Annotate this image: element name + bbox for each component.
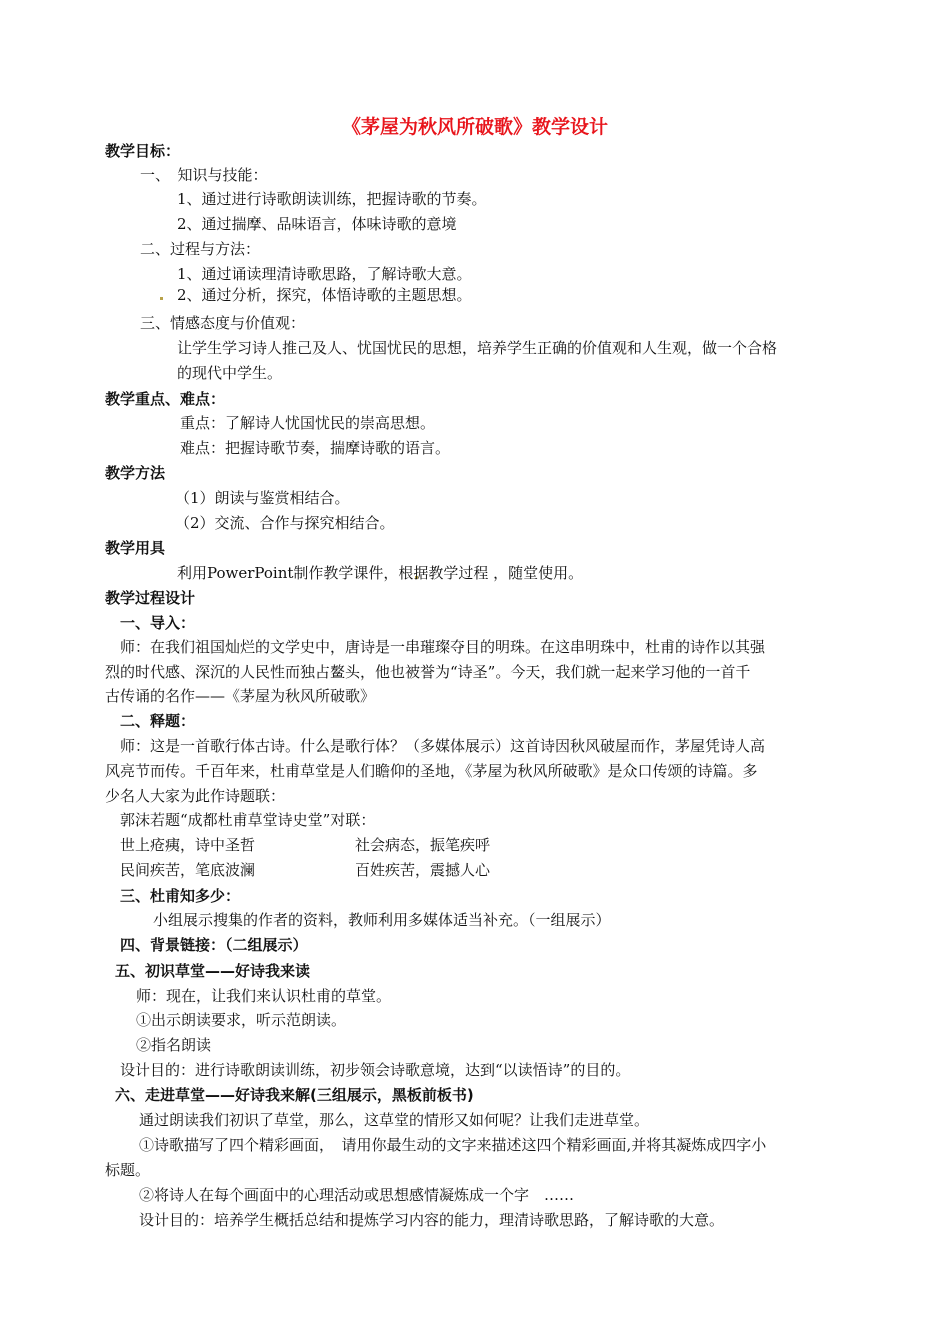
step-heading: 三、杜甫知多少： — [120, 887, 241, 905]
text-line: ①出示朗读要求，听示范朗读。 — [136, 1011, 347, 1029]
text-line: 1、通过诵读理清诗歌思路，了解诗歌大意。 — [177, 265, 472, 283]
text-line: 师：现在，让我们来认识杜甫的草堂。 — [136, 987, 392, 1005]
text-line: 2、通过揣摩、品味语言，体味诗歌的意境 — [177, 215, 457, 233]
couplet-line: 民间疾苦，笔底波澜 — [120, 861, 256, 879]
step-heading: 五、初识草堂——好诗我来读 — [115, 962, 311, 980]
couplet-line: 世上疮痍，诗中圣哲 — [120, 836, 256, 854]
step-heading: 四、背景链接：（二组展示） — [120, 936, 308, 954]
section-heading-tools: 教学用具 — [105, 539, 166, 557]
couplet-line: 社会病态，振笔疾呼 — [355, 836, 491, 854]
stray-mark — [160, 297, 163, 300]
section-heading-process: 教学过程设计 — [105, 589, 196, 607]
text-line: 烈的时代感、深沉的人民性而独占鳌头，他也被誉为“诗圣”。今天，我们就一起来学习他的一首千 — [105, 663, 751, 681]
text-line: 风亮节而传。千百年来，杜甫草堂是人们瞻仰的圣地，《茅屋为秋风所破歌》是众口传颂的诗篇。多 — [105, 762, 758, 780]
couplet-line: 百姓疾苦，震撼人心 — [355, 861, 491, 879]
text-line: 利用PowerPoint制作教学课件，根据教学过程 ，随堂使用。 — [177, 564, 584, 582]
subheading-attitude: 三、情感态度与价值观： — [140, 314, 306, 332]
text-line: 的现代中学生。 — [177, 364, 283, 382]
subheading-knowledge: 一、 知识与技能： — [140, 166, 268, 184]
section-heading-key-points: 教学重点、难点： — [105, 390, 226, 408]
text-line: 少名人大家为此作诗题联： — [105, 787, 286, 805]
text-line: ②指名朗读 — [136, 1036, 212, 1054]
section-heading-method: 教学方法 — [105, 464, 166, 482]
text-line: 设计目的：进行诗歌朗读训练，初步领会诗歌意境，达到“以读悟诗”的目的。 — [120, 1061, 631, 1079]
text-line: 1、通过进行诗歌朗读训练，把握诗歌的节奏。 — [177, 190, 487, 208]
text-line: 重点：了解诗人忧国忧民的崇高思想。 — [180, 414, 436, 432]
step-heading: 一、导入： — [120, 614, 196, 632]
text-line: ①诗歌描写了四个精彩画面， 请用你最生动的文字来描述这四个精彩画面,并将其凝炼成四字小 — [139, 1136, 767, 1154]
text-line: （1）朗读与鉴赏相结合。 — [175, 489, 350, 507]
step-heading: 六、走进草堂——好诗我来解(三组展示，黑板前板书) — [115, 1086, 474, 1104]
step-heading: 二、释题： — [120, 712, 196, 730]
text-line: 师：在我们祖国灿烂的文学史中，唐诗是一串璀璨夺目的明珠。在这串明珠中，杜甫的诗作以其强 — [120, 638, 766, 656]
subheading-process: 二、过程与方法： — [140, 240, 261, 258]
text-line: 设计目的：培养学生概括总结和提炼学习内容的能力，理清诗歌思路，了解诗歌的大意。 — [139, 1211, 725, 1229]
text-line: 小组展示搜集的作者的资料，教师利用多媒体适当补充。（一组展示） — [153, 911, 611, 929]
page-title: 《茅屋为秋风所破歌》教学设计 — [341, 116, 608, 138]
section-heading-goals: 教学目标： — [105, 142, 181, 160]
text-line: 师：这是一首歌行体古诗。什么是歌行体？（多媒体展示）这首诗因秋风破屋而作，茅屋凭诗人高 — [120, 737, 766, 755]
text-line: 标题。 — [105, 1161, 151, 1179]
text-line: 2、通过分析，探究，体悟诗歌的主题思想。 — [177, 286, 472, 304]
text-line: 古传诵的名作——《茅屋为秋风所破歌》 — [105, 687, 376, 705]
text-line: ②将诗人在每个画面中的心理活动或思想感情凝炼成一个字 …… — [139, 1186, 575, 1204]
text-line: 郭沫若题“成都杜甫草堂诗史堂”对联： — [120, 811, 376, 829]
text-line: 难点：把握诗歌节奏，揣摩诗歌的语言。 — [180, 439, 451, 457]
text-line: 通过朗读我们初识了草堂，那么，这草堂的情形又如何呢？让我们走进草堂。 — [139, 1111, 650, 1129]
text-line: （2）交流、合作与探究相结合。 — [175, 514, 395, 532]
text-line: 让学生学习诗人推己及人、忧国忧民的思想，培养学生正确的价值观和人生观，做一个合格 — [177, 339, 778, 357]
